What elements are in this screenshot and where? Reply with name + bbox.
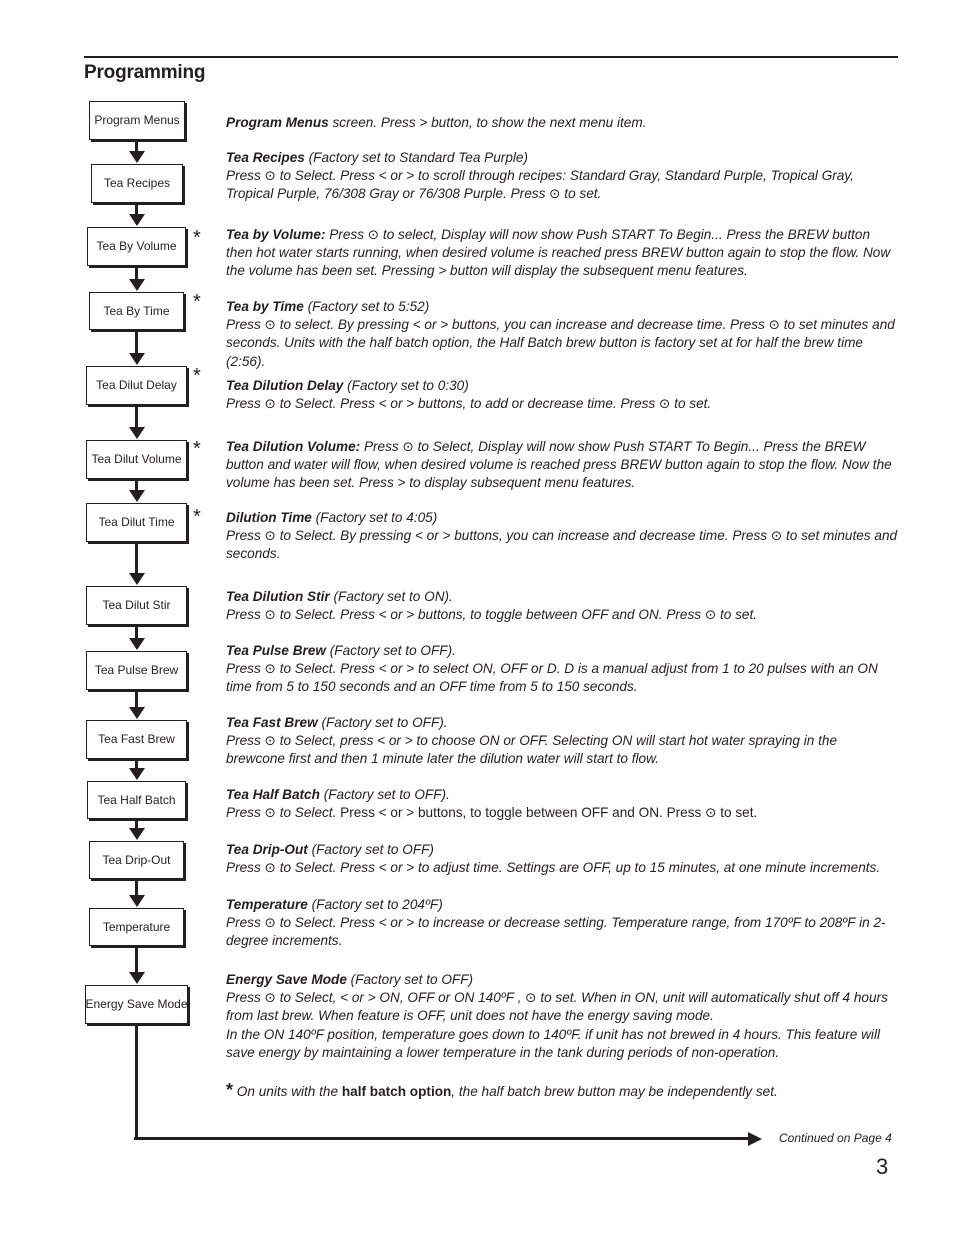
flow-box-temperature: Temperature xyxy=(89,908,184,946)
down-arrow-icon xyxy=(129,638,145,650)
down-arrow-icon xyxy=(129,151,145,163)
flow-box-tea-fast-brew: Tea Fast Brew xyxy=(86,720,187,759)
down-arrow-icon xyxy=(129,972,145,984)
flow-box-tea-by-time: Tea By Time xyxy=(89,292,184,330)
flow-box-program-menus: Program Menus xyxy=(89,101,185,140)
section-dilution-time: Dilution Time (Factory set to 4:05) Press ⊙ to Select. By pressing < or > buttons, you can increase and decrease time. Press ⊙ to set minutes and seconds. xyxy=(226,510,898,562)
right-arrow-icon xyxy=(748,1132,762,1146)
connector-line xyxy=(135,332,138,354)
down-arrow-icon xyxy=(129,279,145,291)
flow-box-tea-by-volume: Tea By Volume xyxy=(87,227,186,266)
connector-line xyxy=(135,407,138,428)
section-tea-dilution-stir: Tea Dilution Stir (Factory set to ON). Press ⊙ to Select. Press < or > buttons, to toggle between OFF and ON. Press ⊙ to set. xyxy=(226,589,758,623)
section-energy-save-mode: Energy Save Mode (Factory set to OFF) Press ⊙ to Select, < or > ON, OFF or ON 140ºF , ⊙ to set. When in ON, unit will automatically shut off 4 hours from last brew. When feature is OFF, unit does not have the energy saving mode. In the ON 140ºF position, temperature goes down to 140ºF. if unit has not brewed in 4 hours. This feature will save energy by maintaining a lower temperature in the tank during periods of non-operation. xyxy=(226,972,888,1060)
asterisk-marker: * xyxy=(193,365,201,387)
connector-line xyxy=(135,692,138,708)
down-arrow-icon xyxy=(129,214,145,226)
asterisk-marker: * xyxy=(193,227,201,249)
down-arrow-icon xyxy=(129,353,145,365)
flow-box-tea-dilut-volume: Tea Dilut Volume xyxy=(86,440,187,479)
section-program-menus: Program Menus screen. Press > button, to show the next menu item. xyxy=(226,115,647,130)
section-tea-fast-brew: Tea Fast Brew (Factory set to OFF). Press ⊙ to Select, press < or > to choose ON or OFF. Selecting ON will start hot water spraying in the brewcone first and then 1 minute later the dilution water will start to flow. xyxy=(226,715,838,767)
flow-box-tea-half-batch: Tea Half Batch xyxy=(87,781,186,819)
down-arrow-icon xyxy=(129,768,145,780)
down-arrow-icon xyxy=(129,573,145,585)
section-tea-dilution-delay: Tea Dilution Delay (Factory set to 0:30) Press ⊙ to Select. Press < or > buttons, to add or decrease time. Press ⊙ to set. xyxy=(226,378,712,412)
flow-box-tea-recipes: Tea Recipes xyxy=(91,164,183,203)
flow-box-tea-drip-out: Tea Drip-Out xyxy=(89,841,184,879)
flow-box-tea-dilut-stir: Tea Dilut Stir xyxy=(86,586,187,625)
asterisk-marker: * xyxy=(193,291,201,313)
connector-line xyxy=(135,544,138,574)
section-tea-pulse-brew: Tea Pulse Brew (Factory set to OFF). Press ⊙ to Select. Press < or > to select ON, OFF or D. D is a manual adjust from 1 to 20 pulses with an ON time from 5 to 150 seconds and an OFF time from 5 to 150 seconds. xyxy=(226,643,878,695)
flow-box-energy-save-mode: Energy Save Mode xyxy=(85,985,188,1024)
down-arrow-icon xyxy=(129,828,145,840)
continued-note: Continued on Page 4 xyxy=(779,1131,892,1145)
down-arrow-icon xyxy=(129,427,145,439)
footnote: * On units with the half batch option, the half batch brew button may be independently set. xyxy=(226,1080,778,1100)
section-tea-by-time: Tea by Time (Factory set to 5:52) Press ⊙ to select. By pressing < or > buttons, you can increase and decrease time. Press ⊙ to set minutes and seconds. Units with the half batch option, the Half Batch brew button is factory set at for half the brew time (2:56). xyxy=(226,299,895,369)
flow-box-tea-dilut-delay: Tea Dilut Delay xyxy=(86,366,187,405)
connector-line-horizontal xyxy=(134,1137,750,1140)
section-temperature: Temperature (Factory set to 204ºF) Press ⊙ to Select. Press < or > to increase or decrease setting. Temperature range, from 170ºF to 208ºF in 2-degree increments. xyxy=(226,897,886,949)
connector-line xyxy=(135,881,138,896)
asterisk-marker: * xyxy=(193,438,201,460)
down-arrow-icon xyxy=(129,707,145,719)
connector-line xyxy=(135,1026,138,1140)
flow-box-tea-dilut-time: Tea Dilut Time xyxy=(86,503,187,542)
top-rule xyxy=(84,56,898,58)
down-arrow-icon xyxy=(129,895,145,907)
page-title: Programming xyxy=(84,62,206,83)
connector-line xyxy=(135,948,138,973)
asterisk-marker: * xyxy=(193,506,201,528)
section-tea-half-batch: Tea Half Batch (Factory set to OFF). Press ⊙ to Select. Press < or > buttons, to toggle between OFF and ON. Press ⊙ to set. xyxy=(226,787,758,821)
flow-box-tea-pulse-brew: Tea Pulse Brew xyxy=(86,651,187,690)
section-tea-dilution-volume: Tea Dilution Volume: Press ⊙ to Select, Display will now show Push START To Begin... Press the BREW button and water will flow, when desired volume is reached press BREW button again to stop the flow. Now the volume has been set. Press > to display subsequent menu features. xyxy=(226,439,892,491)
page-number: 3 xyxy=(876,1154,889,1179)
section-tea-drip-out: Tea Drip-Out (Factory set to OFF) Press ⊙ to Select. Press < or > to adjust time. Settings are OFF, up to 15 minutes, at one minute increments. xyxy=(226,842,881,876)
section-tea-by-volume: Tea by Volume: Press ⊙ to select, Display will now show Push START To Begin... Press the BREW button then hot water starts running, when desired volume is reached press BREW button again to stop the flow. Now the volume has been set. Pressing > button will display the subsequent menu features. xyxy=(226,227,891,279)
down-arrow-icon xyxy=(129,490,145,502)
section-tea-recipes: Tea Recipes (Factory set to Standard Tea Purple) Press ⊙ to Select. Press < or > to scroll through recipes: Standard Gray, Standard Purple, Tropical Gray, Tropical Purple, 76/308 Gray or 76/308 Purple. Press ⊙ to set. xyxy=(226,150,854,202)
